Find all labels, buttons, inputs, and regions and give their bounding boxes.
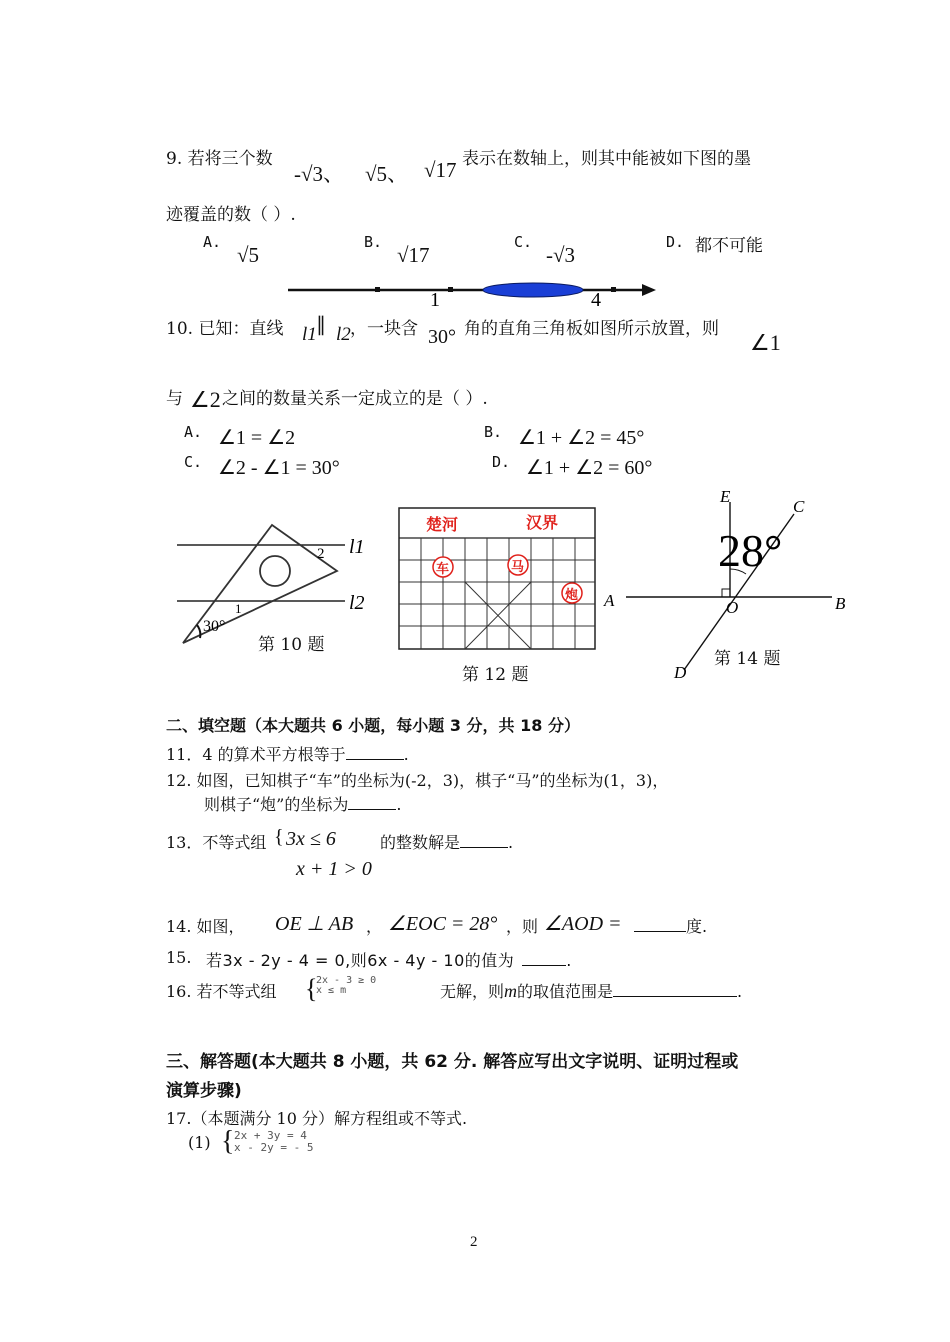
q10-l2: l2 <box>336 324 351 345</box>
q9-line2: 迹覆盖的数（ ）. <box>166 205 296 225</box>
section-2-title: 二、填空题（本大题共 6 小题，每小题 3 分，共 18 分） <box>166 716 580 735</box>
q9-option-c-label: C. <box>514 233 533 251</box>
number-line-arrow <box>642 284 656 296</box>
q16-end: . <box>737 982 743 1001</box>
q12-end: . <box>396 795 402 814</box>
q9-number-neg-sqrt3: -√3、 <box>294 162 345 186</box>
q10-angle2: ∠2 <box>190 387 221 412</box>
q12-line2 <box>204 792 401 815</box>
q17-eq1: 2x + 3y = 4 <box>234 1129 307 1142</box>
q16-brace: { <box>305 973 318 1004</box>
q10-middle: ，一块含 <box>350 319 418 339</box>
point-c: C <box>793 497 805 516</box>
q17-text: 17.（本题满分 10 分）解方程组或不等式. <box>166 1109 468 1128</box>
q9-option-c-value: -√3 <box>546 243 576 267</box>
q9-option-d-label: D. <box>666 233 685 251</box>
point-a: A <box>604 591 615 610</box>
q10-deg: 30° <box>428 326 456 348</box>
q10-l1: l1 <box>302 324 317 345</box>
point-b: B <box>835 594 846 613</box>
q9-option-d-value: 都不可能 <box>695 236 763 256</box>
angle-28-label: 28° <box>718 525 783 576</box>
q10-parallel: ∥ <box>316 314 326 336</box>
label-l1: l1 <box>349 536 365 558</box>
q16-sys2: x ≤ m <box>316 985 347 996</box>
number-line-tick <box>375 287 380 292</box>
q16-suffix-group <box>440 979 742 1002</box>
q9-option-a-label: A. <box>203 233 222 251</box>
q10-option-b-value: ∠1 + ∠2 = 45° <box>518 427 645 449</box>
page-number: 2 <box>470 1234 478 1250</box>
q14-suffix-group <box>634 914 707 937</box>
q9-option-b-value: √17 <box>397 243 430 267</box>
figure-12 <box>398 507 598 652</box>
q10-option-c-value: ∠2 - ∠1 = 30° <box>218 457 340 479</box>
q12-line1: 12. 如图，已知棋子“车”的坐标为(-2，3)，棋子“马”的坐标为(1，3)， <box>166 771 669 790</box>
q9-number-sqrt5: √5、 <box>365 162 409 186</box>
q16-system <box>316 976 376 996</box>
q14-prefix: 14. 如图， <box>166 917 245 936</box>
point-o: O <box>726 598 739 617</box>
figure-10-caption: 第 10 题 <box>258 635 325 655</box>
label-l2: l2 <box>349 592 365 614</box>
figure-14-caption: 第 14 题 <box>714 649 781 669</box>
river-left-label: 楚河 <box>426 517 459 534</box>
q16-mid: 无解，则 <box>440 982 505 1001</box>
q13-brace: { <box>274 826 284 848</box>
label-angle-2: 2 <box>317 546 325 562</box>
figure-12-caption: 第 12 题 <box>462 665 529 685</box>
q16-prefix: 16. 若不等式组 <box>166 982 277 1001</box>
tick-label-4: 4 <box>591 289 601 310</box>
q9-line1-suffix: 表示在数轴上，则其中能被如下图的墨 <box>462 149 751 169</box>
point-e: E <box>720 487 731 506</box>
q16-suffix: 的取值范围是 <box>517 982 614 1001</box>
q11-text: 11．4 的算术平方根等于 <box>166 745 346 764</box>
q9-option-b-label: B. <box>364 233 383 251</box>
q10-option-d-value: ∠1 + ∠2 = 60° <box>526 457 653 479</box>
q10-angle1: ∠1 <box>750 330 781 355</box>
number-line-tick <box>611 287 616 292</box>
q14-answer-blank[interactable] <box>634 915 686 932</box>
q12-line2-text: 则棋子“炮”的坐标为 <box>204 795 349 814</box>
q15-prefix: 15. <box>166 948 192 967</box>
piece-che-label: 车 <box>436 561 450 576</box>
number-line-tick <box>448 287 453 292</box>
q13-ineq1: 3x ≤ 6 <box>286 828 336 850</box>
tick-label-1: 1 <box>430 289 440 310</box>
q14-mid: ，则 <box>506 917 539 936</box>
q10-option-a-label: A. <box>184 423 203 441</box>
q13-answer-blank[interactable] <box>460 831 508 848</box>
q15-text-group <box>206 948 572 971</box>
q9-number-sqrt17: √17 <box>424 158 457 182</box>
q14-rel1: OE ⊥ AB <box>275 913 354 935</box>
q15-text: 若3x - 2y - 4 = 0,则6x - 4y - 10的值为 <box>206 951 515 970</box>
q10-option-d-label: D. <box>492 453 511 471</box>
q16-sys1: 2x - 3 ≥ 0 <box>316 975 377 986</box>
ink-blot <box>483 283 583 297</box>
q15-answer-blank[interactable] <box>522 949 566 966</box>
q11-end: . <box>403 745 409 764</box>
q9-line1-prefix: 9. 若将三个数 <box>166 149 273 169</box>
q11 <box>166 742 409 765</box>
q13-ineq2: x + 1 > 0 <box>296 858 372 880</box>
q12-answer-blank[interactable] <box>348 793 396 810</box>
river-right-label: 汉界 <box>526 515 559 532</box>
label-angle-1: 1 <box>235 601 242 616</box>
q17-system <box>234 1130 313 1154</box>
q14-comma: ， <box>366 917 383 936</box>
q15-end: . <box>566 951 572 970</box>
q10-option-c-label: C. <box>184 453 203 471</box>
q11-answer-blank[interactable] <box>346 743 404 760</box>
set-square-hole <box>260 556 290 586</box>
q16-var: m <box>504 981 518 1001</box>
label-30: 30° <box>203 618 226 635</box>
q14-rel2: ∠EOC = 28° <box>388 913 498 935</box>
q10-prefix: 10. 已知：直线 <box>166 319 284 339</box>
q13-prefix: 13．不等式组 <box>166 833 267 852</box>
q13-suffix-group <box>380 830 513 853</box>
point-d: D <box>674 663 687 682</box>
piece-ma-label: 马 <box>511 559 525 574</box>
q10-option-a-value: ∠1 = ∠2 <box>218 427 296 449</box>
q13-end: . <box>508 833 514 852</box>
q14-rel3: ∠AOD = <box>544 913 622 935</box>
q17-eq2: x - 2y = - 5 <box>234 1141 314 1154</box>
q10-option-b-label: B. <box>484 423 503 441</box>
q10-line2-suffix: 之间的数量关系一定成立的是（ ）. <box>222 389 488 409</box>
q17-brace: { <box>221 1126 235 1157</box>
q9-option-a-value: √5 <box>237 243 260 267</box>
q10-suffix: 角的直角三角板如图所示放置，则 <box>464 319 719 339</box>
q13-suffix: 的整数解是 <box>380 833 461 852</box>
q10-line2-prefix: 与 <box>166 389 183 409</box>
piece-pao-label: 炮 <box>565 587 579 602</box>
q9-number-line <box>280 274 665 310</box>
q16-answer-blank[interactable] <box>613 980 737 997</box>
q14-suffix: 度. <box>686 917 708 936</box>
section-3-title-line1: 三、解答题(本大题共 8 小题，共 62 分. 解答应写出文字说明、证明过程或 <box>166 1052 739 1072</box>
right-angle-mark <box>722 589 730 597</box>
q17-part: (1) <box>188 1133 211 1152</box>
section-3-title-line2: 演算步骤) <box>166 1081 242 1101</box>
